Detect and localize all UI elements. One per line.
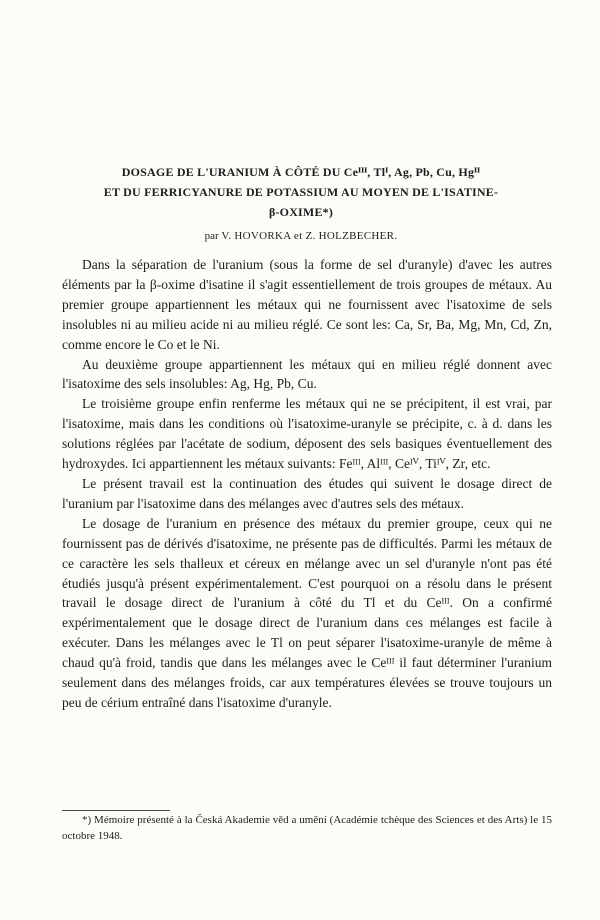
title-line-1: DOSAGE DE L'URANIUM À CÔTÉ DU Ceᴵᴵᴵ, Tlᴵ, Ag, Pb, Cu, Hgᴵᴵ: [121, 165, 481, 179]
footnote-rule: [62, 810, 170, 811]
article-body: [62, 255, 552, 713]
body-paragraph-3: Le troisième groupe enfin renferme les métaux qui ne se précipitent, il est vrai, par l'isatoxime, mais dans les conditions où l'isatoxime-uranyle se précipite, c. à d. dans les solutions réglées par l'acétate de sodium, déposent des sels basiques éventuellement des hydroxydes. Ici appartiennent les métaux suivants: Feᴵᴵᴵ, Alᴵᴵᴵ, Ceᴵⱽ, Tiᴵⱽ, Zr, etc.: [62, 396, 552, 472]
author-names: V. HOVORKA et Z. HOLZBECHER.: [221, 230, 398, 242]
author-line: [40, 230, 562, 242]
article-title: [40, 162, 562, 222]
title-line-3: β-OXIME*): [268, 205, 334, 219]
body-paragraph-4: Le présent travail est la continuation des études qui suivent le dosage direct de l'uranium par l'isatoxime dans des mélanges avec d'autres sels des métaux.: [62, 475, 552, 511]
title-line-2: ET DU FERRICYANURE DE POTASSIUM AU MOYEN DE L'ISATINE-: [103, 185, 499, 199]
body-paragraph-5: Le dosage de l'uranium en présence des métaux du premier groupe, ceux qui ne fournissent pas de dérivés d'isatoxime, ne présente pas de difficultés. Parmi les métaux de ce caractère les sels thalleux et céreux en mélange avec un sel d'uranyle n'ont pas été étudiés jusqu'à présent expérimentalement. C'est pourquoi on a résolu dans le présent travail le dosage direct de l'uranium à côté du Tl et du Ceᴵᴵᴵ. On a confirmé expérimentalement que le dosage direct de l'uranium dans ces mélanges est facile à exécuter. Dans les mélanges avec le Tl on peut séparer l'isatoxime-uranyle de même à chaud qu'à froid, tandis que dans les mélanges avec le Ceᴵᴵᴵ il faut déterminer l'uranium seulement dans des mélanges froids, car aux températures élevées se trouve toujours un peu de cérium entraîné dans l'isatoxime d'uranyle.: [62, 515, 552, 710]
author-prefix: par: [204, 230, 219, 242]
body-paragraph-1: Dans la séparation de l'uranium (sous la forme de sel d'uranyle) d'avec les autres éléments par la β-oxime d'isatine il s'agit essentiellement de trois groupes de métaux. Au premier groupe appartiennent les métaux qui ne fournissent avec l'isatoxime de sels insolubles ni au milieu acide ni au milieu réglé. Ce sont les: Ca, Sr, Ba, Mg, Mn, Cd, Zn, comme encore le Co et le Ni.: [62, 257, 552, 352]
footnote: *) Mémoire présenté à la Česká Akademie věd a umění (Académie tchèque des Sciences et des Arts) le 15 octobre 1948.: [62, 814, 552, 842]
body-paragraph-2: Au deuxième groupe appartiennent les métaux qui en milieu réglé donnent avec l'isatoxime des sels insolubles: Ag, Hg, Pb, Cu.: [62, 356, 552, 392]
